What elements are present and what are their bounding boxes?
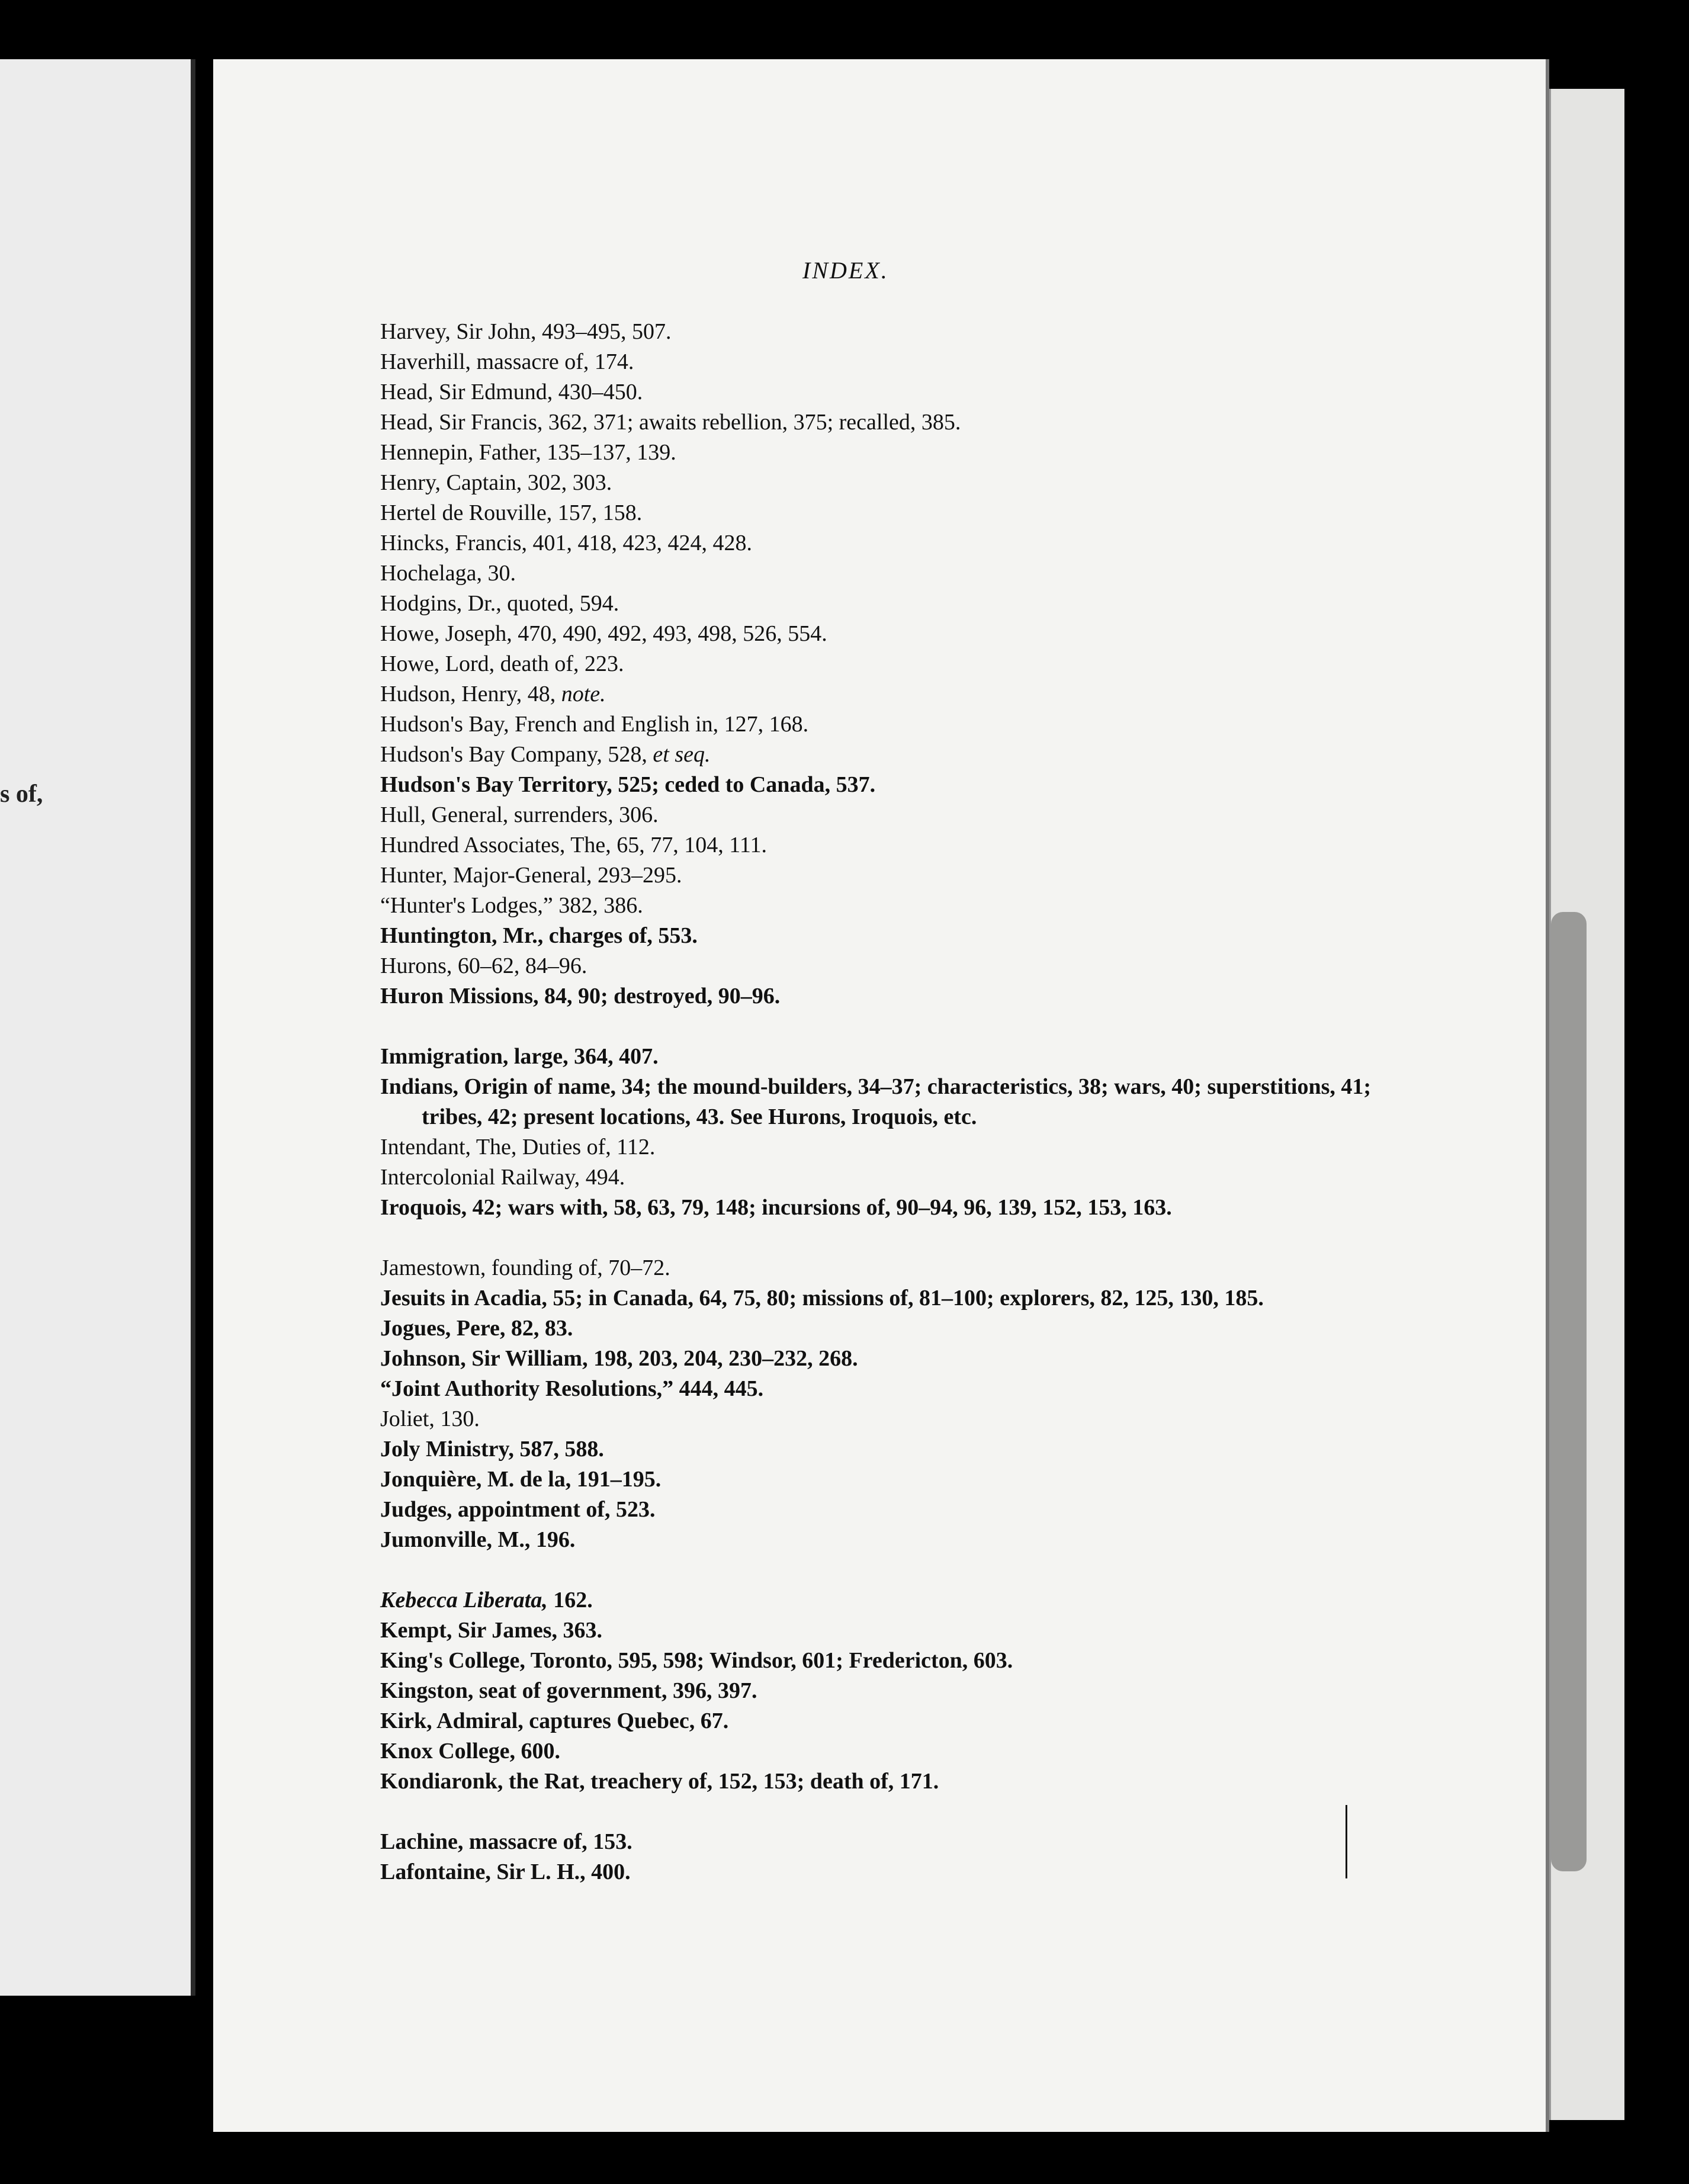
- index-entry-text: Kondiaronk, the Rat, treachery of, 152, 153; death of, 171.: [380, 1769, 939, 1794]
- index-entry: [380, 1736, 1387, 1767]
- index-entry-text: Iroquois, 42; wars with, 58, 63, 79, 148; incursions of, 90–94, 96, 139, 152, 153, 163.: [380, 1195, 1172, 1220]
- index-entry-italic: note.: [561, 682, 606, 706]
- index-entry: [380, 468, 1387, 498]
- index-entry: [380, 1525, 1387, 1555]
- index-entry-text: Head, Sir Edmund, 430–450.: [380, 380, 643, 404]
- index-entry-text: King's College, Toronto, 595, 598; Windsor, 601; Fredericton, 603.: [380, 1648, 1013, 1673]
- index-entry: [380, 407, 1387, 438]
- page-edge: [1549, 89, 1624, 2120]
- index-entry-text: Indians, Origin of name, 34; the mound-builders, 34–37; characteristics, 38; wars, 40; superstitions, 41; tribes, 42; present locations, 43. See Hurons, Iroquois, etc.: [380, 1074, 1372, 1129]
- index-entry-text: Jogues, Pere, 82, 83.: [380, 1316, 573, 1341]
- index-entry-text: Hochelaga, 30.: [380, 561, 516, 586]
- index-entry: [380, 951, 1387, 981]
- index-entry: [380, 1827, 1387, 1857]
- index-entry: [380, 1615, 1387, 1646]
- index-entry-text: Hudson's Bay, French and English in, 127, 168.: [380, 712, 809, 737]
- index-entry-text: Haverhill, massacre of, 174.: [380, 349, 634, 374]
- index-entry: [380, 649, 1387, 679]
- index-entry-text: Johnson, Sir William, 198, 203, 204, 230–232, 268.: [380, 1346, 858, 1371]
- index-entry-text: Hull, General, surrenders, 306.: [380, 802, 659, 827]
- index-entry: [380, 1374, 1387, 1404]
- index-entry-text: Huntington, Mr., charges of, 553.: [380, 923, 698, 948]
- index-entry: [380, 1042, 1387, 1072]
- index-entry: [380, 1132, 1387, 1162]
- index-entry: [380, 1344, 1387, 1374]
- index-entry: [380, 1404, 1387, 1434]
- index-entry-text: Jamestown, founding of, 70–72.: [380, 1255, 670, 1280]
- index-entry-text: Jumonville, M., 196.: [380, 1527, 576, 1552]
- left-page: [0, 59, 195, 1996]
- running-head: INDEX.: [802, 257, 889, 284]
- index-entry-text: Hudson's Bay Territory, 525; ceded to Canada, 537.: [380, 772, 876, 797]
- index-entry-text: Hurons, 60–62, 84–96.: [380, 953, 587, 978]
- index-entry-text: Judges, appointment of, 523.: [380, 1497, 656, 1522]
- index-list: [380, 317, 1387, 1887]
- index-entry-text: 162.: [547, 1588, 593, 1613]
- index-entry-text: Jesuits in Acadia, 55; in Canada, 64, 75, 80; missions of, 81–100; explorers, 82, 125, 130, 185.: [380, 1286, 1264, 1311]
- index-entry-italic: et seq.: [653, 742, 711, 767]
- index-entry: [380, 317, 1387, 347]
- index-entry: [380, 1767, 1387, 1797]
- index-entry-text: Joliet, 130.: [380, 1406, 480, 1431]
- index-entry-text: Hincks, Francis, 401, 418, 423, 424, 428.: [380, 531, 753, 555]
- index-entry: [380, 1495, 1387, 1525]
- index-entry-text: Kingston, seat of government, 396, 397.: [380, 1678, 757, 1703]
- index-entry-text: Harvey, Sir John, 493–495, 507.: [380, 319, 672, 344]
- torn-edge: [1551, 912, 1587, 1871]
- index-entry: [380, 1857, 1387, 1887]
- left-page-fragment: s of,: [0, 781, 43, 808]
- index-entry-text: Lachine, massacre of, 153.: [380, 1829, 632, 1854]
- index-entry-italic: Kebecca Liberata,: [380, 1588, 548, 1613]
- index-entry-text: Hodgins, Dr., quoted, 594.: [380, 591, 619, 616]
- index-entry: [380, 830, 1387, 860]
- index-entry-text: Knox College, 600.: [380, 1739, 560, 1764]
- index-entry: [380, 891, 1387, 921]
- index-entry: [380, 1193, 1387, 1223]
- index-entry-text: “Joint Authority Resolutions,” 444, 445.: [380, 1376, 764, 1401]
- index-entry-text: Jonquière, M. de la, 191–195.: [380, 1467, 662, 1492]
- index-entry-text: Huron Missions, 84, 90; destroyed, 90–96.: [380, 984, 781, 1009]
- index-entry: [380, 1072, 1387, 1132]
- index-entry-text: Intercolonial Railway, 494.: [380, 1165, 625, 1190]
- index-entry: [380, 1706, 1387, 1736]
- index-entry: [380, 1646, 1387, 1676]
- index-entry: [380, 740, 1387, 770]
- index-entry: [380, 709, 1387, 740]
- index-entry: [380, 679, 1387, 709]
- index-entry: [380, 1253, 1387, 1283]
- index-entry: [380, 558, 1387, 589]
- index-entry: [380, 1464, 1387, 1495]
- index-entry-text: Kempt, Sir James, 363.: [380, 1618, 603, 1643]
- index-entry-text: Hudson, Henry, 48,: [380, 682, 561, 706]
- index-entry: [380, 438, 1387, 468]
- index-entry: [380, 498, 1387, 528]
- index-entry: [380, 860, 1387, 891]
- index-entry: [380, 981, 1387, 1011]
- index-entry-text: “Hunter's Lodges,” 382, 386.: [380, 893, 643, 918]
- index-entry-text: Howe, Lord, death of, 223.: [380, 651, 624, 676]
- index-entry: [380, 528, 1387, 558]
- index-entry-text: Intendant, The, Duties of, 112.: [380, 1135, 656, 1160]
- index-entry-text: Hennepin, Father, 135–137, 139.: [380, 440, 676, 465]
- index-entry-text: Joly Ministry, 587, 588.: [380, 1437, 604, 1462]
- index-entry: [380, 770, 1387, 800]
- index-entry: [380, 1585, 1387, 1615]
- index-entry-text: Kirk, Admiral, captures Quebec, 67.: [380, 1708, 729, 1733]
- index-entry-text: Henry, Captain, 302, 303.: [380, 470, 612, 495]
- index-entry: [380, 1676, 1387, 1706]
- index-entry-text: Hunter, Major-General, 293–295.: [380, 863, 682, 888]
- index-entry-text: Immigration, large, 364, 407.: [380, 1044, 659, 1069]
- index-entry-text: Lafontaine, Sir L. H., 400.: [380, 1859, 631, 1884]
- index-entry: [380, 589, 1387, 619]
- index-entry: [380, 347, 1387, 377]
- index-entry: [380, 1162, 1387, 1193]
- index-entry-text: Howe, Joseph, 470, 490, 492, 493, 498, 526, 554.: [380, 621, 827, 646]
- index-entry: [380, 1313, 1387, 1344]
- index-entry-text: Hertel de Rouville, 157, 158.: [380, 500, 643, 525]
- index-entry: [380, 800, 1387, 830]
- margin-mark: [1346, 1805, 1347, 1878]
- index-entry: [380, 1434, 1387, 1464]
- index-entry: [380, 1283, 1387, 1313]
- index-entry-text: Hundred Associates, The, 65, 77, 104, 111.: [380, 833, 767, 857]
- index-entry: [380, 921, 1387, 951]
- index-entry: [380, 377, 1387, 407]
- index-entry: [380, 619, 1387, 649]
- index-entry-text: Head, Sir Francis, 362, 371; awaits rebellion, 375; recalled, 385.: [380, 410, 961, 435]
- index-entry-text: Hudson's Bay Company, 528,: [380, 742, 653, 767]
